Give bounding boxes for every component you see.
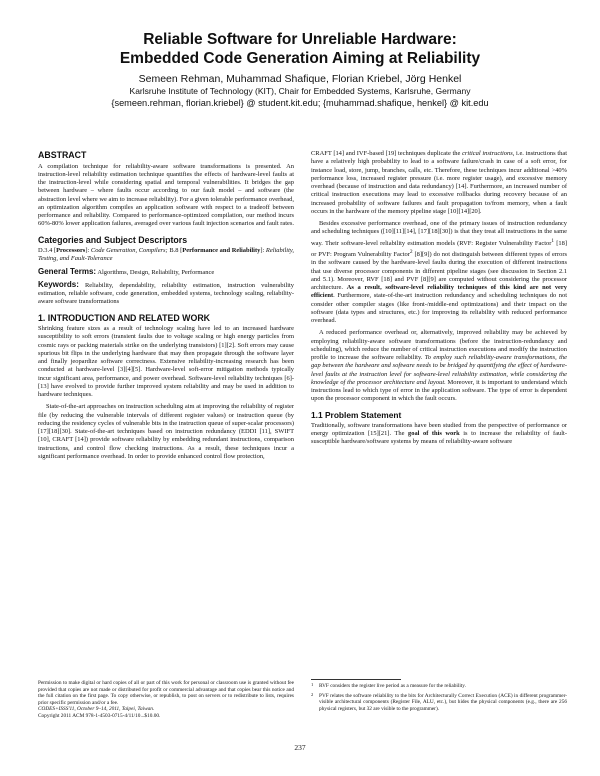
intro-paragraph-2: State-of-the-art approaches on instruction scheduling aim at improving the reliability of register file (by reducing the vulnerable intervals of different register values) or instruction queue (by reducing the residency cycles of vulnerable bits in the instruction queue of super-scalar processors) [17][18][30]. State-of-the-art techniques based on instruction redundancy (EDDI [11], SWIFT [10], CRAFT [14]) provide software reliability by embedding redundant instructions, comparison instructions, and control flow checking instructions. As a result, these techniques incur a significant performance overhead. In order to provide enhanced control flow protection, [38,403,294,460]
footnote-1: 1 RVF considers the register live period as a measure for the reliability. [311,682,466,689]
left-column [38,150,294,461]
keywords: Keywords: Reliability, dependability, reliability estimation, instruction vulnerability estimation, reliable software, code generation, embedded systems, technology scaling, reliability-aware software transformations [38,279,294,306]
title-block [40,30,560,109]
permission-text: Permission to make digital or hard copies of all or part of this work for personal or classroom use is granted without fee provided that copies are not made or distributed for profit or commercial advantage and that copies bear this notice and the full citation on the first page. To copy otherwise, or republish, to post on servers or to redistribute to lists, requires prior specific permission and/or a fee. [38,680,294,706]
abstract-heading: ABSTRACT [38,150,87,160]
footnote-rule [311,679,401,680]
abstract-text: A compilation technique for reliability-aware software transformations is presented. An instruction-level reliability estimation technique quantifies the effects of hardware-level faults at the instruction-level while considering spatial and temporal vulnerabilities. It bridges the gap between hardware – where faults occur according to our fault model – and software (the abstraction level where we aim to increase reliability). For a given tolerable performance overhead, an optimization algorithm compiles an application software with respect to a tradeoff between performance and reliability. Compared to performance-optimized compilation, our method incurs 60%-80% lower application failures, averaged over various fault injection scenarios and fault rates. [38,162,294,228]
permission-notice [38,680,294,720]
paper-title-line-1: Reliable Software for Unreliable Hardware: [143,31,457,48]
author-list: Semeen Rehman, Muhammad Shafique, Florian Kriebel, Jörg Henkel [138,73,462,85]
right-paragraph-1: CRAFT [14] and IVF-based [19] techniques duplicate the critical instructions, i.e. instructions that have a relatively high probability to lead to a software failure/crash in case of a soft error, for instance load, store, jump, branches, calls, etc. Therefore, these techniques incur additional >40% performance loss, increased register pressure (i.e. more register usage), and excessive memory overhead (because of instruction and data redundancy) [14]. Furthermore, an increased number of critical instruction executions may lead to excessive rollbacks during recovery because of an increased probability of software failures and fault propagation to/from memory, when a fault occurs in the hardware of the memory pipeline stage [10][14][20]. [311,150,567,215]
footnotes [311,683,567,715]
keywords-heading: Keywords: [38,279,79,289]
footnote-ref-2: 2 [409,248,413,255]
right-paragraph-2: Besides excessive performance overhead, one of the primary issues of instruction redundancy and scheduling techniques ([10][11][14], [17][18][30]) is that they treat all instructions in the same way. Their software-level reliability estimation models (RVF: Register Vulnerability Factor$^1$ [18] or PVF: Program Vulnerability Factor$^2$ [8][9]) do not distinguish between different types of errors in the software caused by the hardware-level faults during the execution of different instructions that use diverse processor components in different pipeline stages (see discussion in Section 2.1 and 5.1). Moreover, RVF [18] and PVF [8][9] are computed without considering the processor architecture. As a result, software-level reliability techniques of this kind are not very efficient. Furthermore, state-of-the-art instruction redundancy and scheduling techniques do not consider other compiler stages (like front-/middle-end optimizations) and their impact on the software (data types and structures, etc.) for improving its reliability with reduced performance overhead. [311,220,567,325]
general-terms-heading: General Terms: [38,266,97,276]
right-column [311,150,567,446]
footnote-2: 2 PVF relates the software reliability to the bits for Architecturally Correct Execution (ACE) in different programmer-visible architectural components (Register File, ALU, etc.), but hides the physical components (e.g., there are 256 physical registers, but 32 are visible to the programmer). [311,691,567,712]
footnote-ref-1: 1 [551,237,555,244]
author-emails: {semeen.rehman, florian.kriebel} @ student.kit.edu; {muhammad.shafique, henkel} @ kit.edu [111,98,489,108]
conference-info: CODES+ISSS'11, October 9–14, 2011, Taipei, Taiwan. [38,706,155,713]
categories-text: D.3.4 [Processors]: Code Generation, Compilers; B.8 [Performance and Reliability]: Reliability, Testing, and Fault-Tolerance [38,247,294,263]
page-number: 237 [294,743,306,752]
problem-statement-heading: 1.1 Problem Statement [311,409,402,420]
categories-heading: Categories and Subject Descriptors [38,234,188,245]
right-paragraph-3: A reduced performance overhead or, alternatively, improved reliability may be achieved by employing reliability-aware software transformations (before the instruction-redundancy and scheduling), which reduce the number of critical instruction executions and modify the instruction profile to increase the software reliability. To employ such reliability-aware transformations, the gap between the hardware and software needs to be bridged by quantifying the effect of hardware-level faults at the instruction level for software-level reliability estimation, while considering the knowledge of the processor architecture and layout. Moreover, it is important to understand which instructions lead to which type of error in the application software. The type of error is dependent upon the processor component in which the fault occurs. [311,329,568,403]
affiliation: Karlsruhe Institute of Technology (KIT), Chair for Embedded Systems, Karlsruhe, Germany [129,86,471,96]
problem-statement-text: Traditionally, software transformations have been studied from the perspective of performance or energy optimization [15][21]. The goal of this work is to increase the reliability of fault-susceptible hardware/software systems by means of reliability-aware software [311,421,567,446]
intro-paragraph-1: Shrinking feature sizes as a result of technology scaling have led to an increased hardware susceptibility to soft errors (transient faults due to voltage scaling or high energy particles from cosmic rays or packing materials strike on the underlying transistors) [1][2]. Soft errors may cause spurious bit flips in the underlying hardware that may then propagate through the software layer and finally jeopardize software correctness. Extensive reliability-increasing research has been conducted at hardware-level [3][4][5]. Hardware-level soft-error mitigation methods typically incur significant area, performance, and power overhead. Software-level reliability techniques [6]-[13] have evolved to provide further improved system reliability and may be used in addition to hardware techniques. [38,325,294,398]
general-terms: General Terms: Algorithms, Design, Reliability, Performance [38,266,215,276]
copyright-line: Copyright 2011 ACM 978-1-4503-0715-4/11/10...$10.00. [38,712,161,719]
paper-title-line-2: Embedded Code Generation Aiming at Reliability [119,50,481,67]
intro-heading: 1. INTRODUCTION AND RELATED WORK [38,312,211,323]
